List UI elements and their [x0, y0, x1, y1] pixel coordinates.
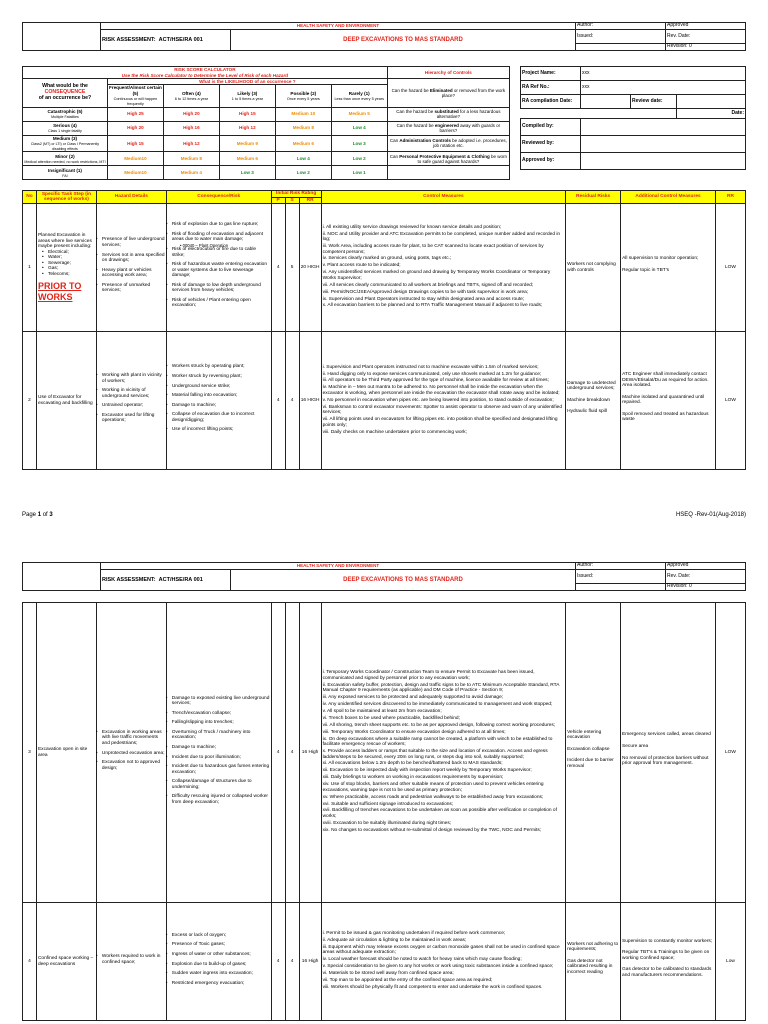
logo-cell — [23, 23, 101, 51]
control-measure-item: v. Special consideration to be given to any hot works or work using toxic substances inside a confined space; — [322, 964, 554, 970]
consequence-item: • Difficulty rescuing injured or collapsed worker from deep excavation; — [168, 794, 270, 805]
calc-subtitle: Use the Risk Score Calculator to Determine the Level of Risk of each Hazard — [23, 73, 388, 79]
residual-risk: Gas detector not calibrated resulting in incorrect reading — [567, 958, 613, 975]
hazard-item: • Presence of unmarked services; — [98, 283, 165, 294]
project-info — [520, 66, 746, 170]
reviewed-by-label: Reviewed by: — [521, 136, 581, 153]
risk-score-cell: Low 3 — [219, 166, 275, 180]
control-measure-item: ii. Excavation safety buffer, protection, design and traffic signs to be to ATC Minimum Acceptable Standard, RTA Manual Chapter 9 requirements (as applicable) and DM Code of Practice - Section 9; — [322, 682, 560, 694]
residual-risk: Incident due to barrier removal — [567, 758, 614, 769]
additional-control: Supervision to constantly monitor workers; — [622, 938, 713, 944]
control-measure-item: vii. All services clearly communicated to all workers at briefings and TBT's, signed off and recorded; — [322, 282, 534, 288]
col-no: No — [23, 191, 37, 204]
consequence-item: • Overturning of Truck / machinery into excavation; — [168, 730, 270, 741]
risk-score-cell: Low 1 — [331, 166, 387, 180]
consequence-item: • Trench/excavation collapse; — [168, 711, 270, 717]
table-row — [23, 332, 746, 470]
control-measure-item: i. All existing utility service drawings reviewed for known service details and position; — [322, 224, 502, 230]
ra-label-2: RISK ASSESSMENT: — [102, 576, 156, 583]
review-date-label: Review date: — [631, 95, 677, 109]
compiled-by-label: Compiled by: — [521, 119, 581, 136]
residual-risk: Machine breakdown — [567, 397, 611, 403]
ra-ref-label: RA Ref No.: — [521, 81, 581, 95]
control-measure-item: xii. Excavation to be inspected daily with inspection report weekly by Temporary Works Supervisor; — [322, 768, 532, 774]
control-measure-item: iii. Any exposed services to be protected and adequately supported to avoid damage; — [322, 695, 504, 701]
doc-title-2: DEEP EXCAVATIONS TO MAS STANDARD — [231, 570, 576, 591]
col-rr2: RR — [715, 191, 745, 204]
additional-control: All supervision to monitor operation; — [622, 256, 699, 262]
project-name-label: Project Name: — [521, 67, 581, 81]
service-type: • Telecoms; — [44, 272, 95, 278]
control-measure-item: v. No personnel in excavation when pipes etc. are being lowered into position, to stand outside of excavation; — [322, 397, 554, 403]
risk-score-cell: High 15 — [107, 135, 163, 152]
control-measure-item: vi. Banksman to control excavator movements: Spotter to assist operator to observe and warn of any unidentified services; — [322, 404, 563, 416]
risk-score-cell: High 15 — [219, 107, 275, 121]
severity: 4 — [285, 603, 299, 903]
consequence-row — [23, 107, 510, 121]
control-measure-item: i. Temporary Works Coordinator / Construction Team to ensure Permit to Excavate has been issued, communicated and signed by personnel prior to any excavation work; — [322, 670, 535, 681]
risk-score-cell: Medium 8 — [275, 121, 331, 135]
consequence-label: Minor (2) Medical attention needed, no work restrictions, MTI — [24, 153, 106, 164]
risk-calculator — [22, 66, 510, 180]
additional-control: Regular topic in TBT's — [622, 267, 670, 273]
risk-score-cell: Low 2 — [331, 152, 387, 166]
control-measure-item: x. Provide access ladders or ramps that suitable to the size and location of excavation. Access and egress ladders/steps to be secured, every 20m on long runs, or steps dug into soil, suitably supported; — [322, 749, 548, 760]
task-step: Planned Excavation in areas where live services maybe present including: — [37, 233, 92, 250]
revision-footer: HSEQ -Rev-01(Aug-2018) — [675, 512, 746, 518]
likelihood-col-4: Possible (2) Once every 5 years — [275, 85, 331, 107]
consequence-label: Catastrophic (5) Multiple Fatalities — [23, 107, 108, 121]
consequence-item: • Material falling into excavation; — [168, 393, 270, 399]
risk-rating: 20 HIGH — [299, 204, 321, 332]
calc-title: RISK SCORE CALCULATOR — [23, 67, 388, 73]
col-hazard: Hazard Details — [96, 191, 166, 204]
task-step: Confined space working – deep excavations — [37, 955, 94, 967]
risk-score-cell: Medium 6 — [219, 152, 275, 166]
consequence-item: • Collapse of excavation due to incorrect design/digging; — [168, 412, 270, 423]
additional-control: Spoil removed and treated as hazardous waste — [622, 411, 709, 423]
consequence-item: • Incident due to hazardous gas fumes entering excavation; — [168, 764, 270, 775]
revision-label-2: Revision: 0 — [666, 584, 746, 591]
col-control: Control Measures — [321, 191, 566, 204]
control-measure-item: viii. Permit/NOC/JSEA/Approved design Drawings copies to be with task supervisor in work area; — [322, 289, 529, 295]
hazard-item: • Presence of live underground services; — [98, 237, 165, 248]
hazard-item: • Untrained operator; — [98, 403, 165, 409]
control-measure-item: ii. NOC and Utility provider and ATC Excavation permits to be completed, unique number added and recorded in log; — [322, 231, 561, 243]
consequence-item: • Incident due to poor illumination; — [168, 755, 270, 761]
residual-risk: Hydraulic fluid spill — [567, 409, 607, 415]
risk-score-cell: High 16 — [163, 121, 219, 135]
risk-score-cell: Medium10 — [107, 166, 163, 180]
control-measure-item: iv. Local weather forecast should be noted to watch for heavy rains which may cause flooding; — [322, 957, 522, 963]
control-measure-item: vi. Trench boxes to be used where practicable, backfilled behind; — [322, 715, 460, 721]
consequence-item: • Risk of electrocution or fire due to cable strike; — [168, 247, 270, 258]
additional-control: Machine isolated and quarantined until repaired. — [622, 394, 705, 406]
hierarchy-item-5: Can Personal Protective Equipment & Clothing be worn to safe guard against hazards? — [387, 152, 509, 166]
revision-label: Revision: 0 — [666, 44, 746, 51]
consequence-item: • Restricted emergency evacuation; — [168, 981, 270, 987]
risk-score-cell: High 20 — [163, 107, 219, 121]
control-measure-item: iii. All operators to be Third Party approved for the type of machine, licence available for review at all times; — [322, 378, 549, 384]
control-measure-item: viii. Workers should be physically fit and competent to enter and undertake the work in confined spaces. — [322, 984, 543, 990]
col-rr: RR — [299, 197, 321, 204]
control-measure-item: iii. Work Area, including access route for plant, to be CAT scanned to locate exact position of services by competent persons; — [322, 244, 544, 255]
control-measure-item: v. Plant access route to be indicated; — [322, 263, 401, 269]
risk-score-cell: Low 3 — [331, 135, 387, 152]
risk-table-page1 — [22, 190, 746, 470]
consequence-item: • Presence of Toxic gases; — [168, 942, 270, 948]
risk-score-cell: Medium10 — [107, 152, 163, 166]
consequence-item: • Sudden water ingress into excavation; — [168, 971, 270, 977]
consequence-item: • Risk of damage to low depth underground services from heavy vehicles; — [168, 283, 270, 294]
probability: 4 — [271, 903, 285, 1021]
risk-score-cell: High 12 — [163, 135, 219, 152]
col-p: P — [271, 197, 285, 204]
task-step: Excavation open in site area — [37, 746, 88, 758]
control-measure-item: xiv. Use of stop blocks, barriers and other suitable means of protection used to prevent vehicles entering excavations, warning tape is not to be used as primary protection; — [322, 782, 544, 793]
service-type: • Electrical; — [44, 250, 95, 256]
additional-control: Secure area — [622, 743, 649, 749]
additional-control: ATC Engineer shall immediately contact DEWA/Etisalat/Du as required for action. Area isolated. — [622, 372, 709, 389]
consequence-item: • Damage to exposed existing live underground services; — [168, 696, 270, 707]
hse-title: HEALTH SAFETY AND ENVIRONMENT — [101, 23, 576, 30]
plant-operation-note: • 00040 – Plant Operation — [180, 243, 229, 248]
control-measure-item: v. All spoil to be maintained at least 2m from excavation; — [322, 709, 442, 714]
control-measure-item: xix. No changes to excavations without re-submittal of design reviewed by the TWC, NOC and Permits; — [322, 827, 542, 833]
likelihood-col-3: Likely (3) 1 to 5 times a year — [219, 85, 275, 107]
residual-risk: Workers not complying with controls — [567, 262, 616, 273]
consequence-item: • Underground service strike; — [168, 384, 270, 390]
doc-title: DEEP EXCAVATIONS TO MAS STANDARD — [231, 30, 576, 51]
hierarchy-title: Hierarchy of Controls — [387, 67, 509, 79]
consequence-item: • Explosion due to build-up of gases; — [168, 962, 270, 968]
hazard-item: • Excavator used for lifting operations; — [98, 413, 165, 424]
residual-rating: LOW — [715, 603, 745, 903]
table-row — [23, 603, 746, 903]
col-step: Specific Task Step (in sequence of works) — [36, 191, 96, 204]
service-type: • Water; — [44, 255, 95, 261]
hazard-item: • Working with plant in vicinity of workers; — [98, 373, 165, 384]
probability: 4 — [271, 332, 285, 470]
col-s: S — [285, 197, 299, 204]
likelihood-col-2: Often (4) 6 to 12 times a year — [163, 85, 219, 107]
table-row — [23, 903, 746, 1021]
consequence-item: • Risk of explosion due to gas line rupture; — [168, 222, 270, 228]
risk-score-cell: High 12 — [219, 121, 275, 135]
hazard-item: • Heavy plant or vehicles accessing work area; — [98, 268, 165, 279]
likelihood-question: What is the LIKELIHOOD of an occurrence ? — [107, 79, 387, 85]
control-measure-item: vi. Any unidentified services marked on ground and drawing by Temporary Works Coordinator or Temporary Works Supervisor; — [322, 270, 551, 281]
rev-date-label: Rev. Date: — [666, 30, 746, 44]
residual-risk: Vehicle entering excavation — [567, 729, 602, 741]
hazard-item: • Workers required to work in confined space; — [98, 954, 165, 965]
hierarchy-item-2: Can the hazard be substituted for a less hazardous alternative? — [387, 107, 509, 121]
ra-label: RISK ASSESSMENT: — [102, 36, 156, 43]
control-measure-item: viii. Daily checks on machine undertaken prior to commencing work; — [322, 429, 467, 435]
consequence-item: • Ingress of water or other substances; — [168, 952, 270, 958]
additional-control: Emergency services called, areas cleared — [622, 732, 711, 738]
consequence-label: Serious (4) Class 1 single fatality — [23, 121, 108, 135]
control-measure-item: x. All excavation barriers to be planned and to RTA Traffic Management Manual if adjacent to live roads; — [322, 303, 543, 309]
table-row — [23, 204, 746, 332]
risk-score-cell: High 25 — [107, 107, 163, 121]
ra-code: ACT/HSE/RA 001 — [158, 36, 203, 43]
service-type: • Gas; — [44, 266, 95, 272]
service-type: • Sewerage; — [44, 261, 95, 267]
ra-compilation-label: RA compilation Date: — [521, 95, 581, 109]
control-measure-item: xvii. Backfilling of trenches excavations to be undertaken as soon as possible after verification or completion of works; — [322, 808, 557, 819]
control-measure-item: viii. Temporary Works Coordinator to ensure excavation design adhered to at all times; — [322, 729, 506, 735]
control-measure-item: i. Permit to be issued & gas monitoring undertaken if required before work commence; — [322, 931, 506, 937]
consequence-item: • Risk of vehicles / Plant entering open excavation; — [168, 298, 270, 309]
hazard-item: • Services not in area specified on drawings; — [98, 253, 165, 264]
risk-score-cell: Medium 9 — [219, 135, 275, 152]
ra-ref-value: xxx — [581, 81, 746, 95]
consequence-label: Medium (3) Class2 (MT) or LTI) or Class I Permanently disabling effects — [23, 135, 108, 152]
prior-to-works-note: PRIOR TO WORKS — [37, 281, 82, 302]
consequence-item: • Workers struck by operating plant; — [168, 364, 270, 370]
residual-rating: LOW — [715, 332, 745, 470]
risk-rating: 16 HIGH — [299, 332, 321, 470]
consequence-item: • Damage to machine; — [168, 403, 270, 409]
consequence-item: • Collapse/damage of structures due to undermining; — [168, 779, 270, 790]
risk-score-cell: Low 4 — [275, 152, 331, 166]
control-measure-item: xiii. Daily briefings to workers on working in excavations requirements by supervision; — [322, 775, 504, 781]
additional-control: Regular TBT's & Trainings to be given on working Confined space; — [622, 950, 710, 961]
approved-label: Approved — [666, 23, 746, 30]
consequence-row — [23, 152, 510, 166]
consequence-item: • Risk of flooding of excavation and adjacent areas due to water main damage; — [168, 232, 270, 243]
severity: 4 — [285, 903, 299, 1021]
risk-score-cell: Medium 5 — [331, 107, 387, 121]
page-number: Page 1 of 3 — [22, 512, 53, 518]
consequence-item: • Excess or lack of oxygen; — [168, 933, 270, 939]
risk-score-cell: Low 2 — [275, 166, 331, 180]
control-measure-item: iii. Equipment which may release excess oxygen or carbon monoxide gases shall not be used in confined space areas without adequate extraction; — [322, 944, 560, 956]
consequence-item: • Use of incorrect lifting points; — [168, 427, 270, 433]
risk-score-cell: Low 4 — [331, 121, 387, 135]
issued-label: Issued: — [576, 30, 666, 44]
probability: 4 — [271, 204, 285, 332]
consequence-item: • Damage to machine; — [168, 745, 270, 751]
hazard-item: • Working in vicinity of underground services; — [98, 388, 165, 399]
severity: 5 — [285, 204, 299, 332]
residual-risk: Workers not adhering to requirements; — [567, 941, 619, 953]
control-measure-item: xv. Where practicable, access roads and pedestrian walkways to be established away from excavations; — [322, 794, 544, 800]
consequence-label: Insignificant (1) FAI — [23, 166, 108, 180]
col-initial-risk: Initial Risk Rating — [271, 191, 321, 198]
project-name-value: xxx — [581, 67, 746, 81]
control-measure-item: xviii. Excavation to be suitably illuminated during night times; — [322, 820, 452, 826]
control-measure-item: vii. All shoring, trench sheet supports etc. to be as per approved design, following correct working procedures; — [322, 722, 556, 728]
control-measure-item: ix. On deep excavations where a suitable ramp cannot be created, a platform with winch to be established to facilitate emergency rescue of workers; — [322, 736, 553, 748]
hse-title-2: HEALTH SAFETY AND ENVIRONMENT — [101, 563, 576, 570]
hazard-item: • Unprotected excavation area; — [98, 751, 165, 757]
risk-score-cell: Medium 6 — [275, 135, 331, 152]
consequence-item: • Risk of hazardous waste entering excavation or water systems due to live sewerage damage; — [168, 262, 270, 279]
severity: 4 — [285, 332, 299, 470]
risk-score-cell: High 20 — [107, 121, 163, 135]
row-no: 3 — [23, 603, 37, 903]
task-step: Use of Excavator for excavating and backfilling — [37, 395, 93, 406]
control-measure-item: xi. All excavations below 1.2m depth to be benched/battered back to MAS standards; — [322, 761, 503, 767]
consequence-row — [23, 121, 510, 135]
consequence-question: What would be the CONSEQUENCE of an occurrence be? — [23, 79, 108, 108]
approved-label-2: Approved — [666, 563, 746, 570]
control-measure-item: ii. Adequate air circulation & lighting to be maintained in work areas; — [322, 938, 467, 944]
approved-by-label: Approved by: — [521, 153, 581, 170]
row-no: 2 — [23, 332, 37, 470]
consequence-row — [23, 135, 510, 152]
page1-header — [22, 22, 746, 51]
residual-rating: LOW — [715, 204, 745, 332]
col-consequence: Consequence/Risk — [166, 191, 271, 204]
author-label-2: Author: — [576, 563, 666, 570]
table-header — [23, 191, 746, 198]
control-measure-item: vii. All lifting points used on excavators for lifting pipes etc. into position shall be specified and designated lifting points only; — [322, 417, 558, 428]
hierarchy-item-4: Can Administration Controls be adopted i.e. procedures, job rotation etc. — [387, 135, 509, 152]
hierarchy-item-3: Can the hazard be engineered away with guards or barriers? — [387, 121, 509, 135]
control-measure-item: iv. Any unidentified services discovered to be immediately communicated to management and work stopped; — [322, 702, 553, 708]
likelihood-col-1: Frequent/Almost certain (5) Continuous or will happen frequently — [109, 85, 162, 107]
control-measure-item: vii. Top man to be appointed at the entry of the confined space area as required; — [322, 978, 493, 984]
ra-code-2: ACT/HSE/RA 001 — [158, 576, 203, 583]
author-label: Author: — [576, 23, 666, 30]
hazard-item: • Excavation not to approved design; — [98, 760, 165, 771]
risk-score-cell: Medium 10 — [275, 107, 331, 121]
consequence-item: • Falling/slipping into trenches; — [168, 720, 270, 726]
control-measure-item: iv. Machine in – Men out mantra to be adhered to. No personnel shall be inside the excavation when the excavator is working, when personnel are inside the excavation the excavator shall rotate away and be isolated; — [322, 385, 560, 396]
control-measure-item: i. Supervision and Plant operators instructed not to machine excavate within 1.5m of marked services; — [322, 364, 539, 370]
risk-rating: 16 High — [299, 903, 321, 1021]
col-additional: Additional Control Measures — [621, 191, 716, 204]
consequence-row — [23, 166, 510, 180]
likelihood-col-5: Rarely (1) Less than once every 5 years — [331, 85, 387, 107]
risk-rating: 16 High — [299, 603, 321, 903]
control-measure-item: vi. Materials to be stored well away from confined space area; — [322, 971, 454, 977]
col-residual: Residual Risks — [566, 191, 621, 204]
control-measure-item: iv. Services clearly marked on ground, using posts, tags etc.; — [322, 256, 452, 262]
row-no: 1 — [23, 204, 37, 332]
risk-score-cell: Medium 4 — [163, 166, 219, 180]
additional-control: No removal of protection barriers without prior approval from management. — [622, 755, 709, 767]
logo-cell-2 — [23, 563, 101, 591]
control-measure-item: xvi. Suitable and sufficient signage introduced to excavations; — [322, 801, 454, 807]
additional-control: Gas detector to be calibrated to standards and manufacturers recommendations. — [622, 967, 712, 978]
hazard-item: • Excavation in working areas with live traffic movements and pedestrians; — [98, 730, 165, 747]
probability: 4 — [271, 603, 285, 903]
control-measure-item: ii. Hand digging only to expose services communicated, only use shovels marked at 1.2m for guidance; — [322, 371, 542, 377]
residual-risk: Excavation collapse — [567, 746, 610, 752]
page2-header — [22, 562, 746, 591]
rev-date-label-2: Rev. Date: — [666, 570, 746, 584]
risk-score-cell: Medium 8 — [163, 152, 219, 166]
residual-risk: Damage to undetected underground services; — [567, 380, 616, 392]
consequence-item: • Worker struck by reversing plant; — [168, 374, 270, 380]
residual-rating: Low — [715, 903, 745, 1021]
row-no: 4 — [23, 903, 37, 1021]
issued-label-2: Issued: — [576, 570, 666, 584]
date-label: Date: — [677, 109, 746, 119]
hierarchy-item-1: Can the hazard be Eliminated or removed from the work place? — [387, 79, 509, 108]
risk-table-page2 — [22, 602, 746, 1021]
control-measure-item: ix. Supervision and Plant Operators instructed to stay within designated area and access route; — [322, 296, 525, 302]
